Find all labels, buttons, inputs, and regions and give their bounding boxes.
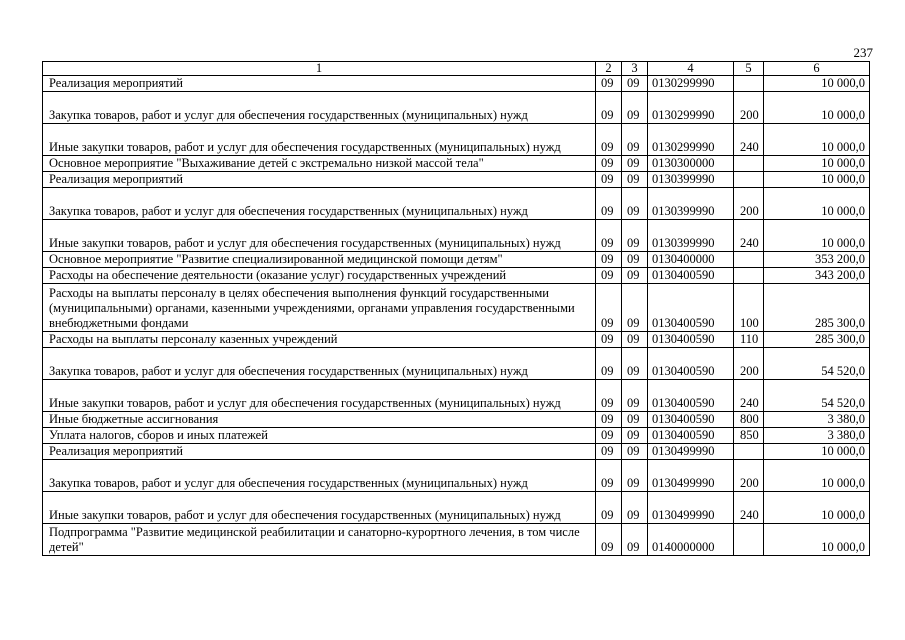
table-row: [43, 252, 870, 268]
header-cell-prz: 3: [622, 62, 648, 76]
table-row: [43, 124, 870, 156]
cell-section: 09: [596, 524, 622, 556]
table-row: [43, 460, 870, 492]
cell-item-name: Подпрограмма "Развитие медицинской реабилитации и санаторно-курортного лечения, в том числе детей": [43, 524, 596, 556]
table-row: [43, 412, 870, 428]
table-row: [43, 76, 870, 92]
cell-section: 09: [596, 268, 622, 284]
cell-item-name: Иные бюджетные ассигнования: [43, 412, 596, 428]
cell-item-name: Расходы на выплаты персоналу в целях обеспечения выполнения функций государственными (муниципальными) органами, казенными учреждениями, органами управления государственными внебюджетными фондами: [43, 284, 596, 332]
cell-section: 09: [596, 76, 622, 92]
cell-amount: 10 000,0: [764, 444, 870, 460]
cell-target-code: 0130499990: [648, 444, 734, 460]
cell-target-code: 0130299990: [648, 124, 734, 156]
table-row: [43, 380, 870, 412]
cell-expense-type: 200: [734, 92, 764, 124]
cell-expense-type: 850: [734, 428, 764, 444]
cell-target-code: 0130400590: [648, 268, 734, 284]
cell-expense-type: 240: [734, 380, 764, 412]
cell-section: 09: [596, 156, 622, 172]
header-cell-vr: 5: [734, 62, 764, 76]
cell-target-code: 0130299990: [648, 76, 734, 92]
cell-subsection: 09: [622, 524, 648, 556]
cell-section: 09: [596, 92, 622, 124]
cell-target-code: 0140000000: [648, 524, 734, 556]
cell-subsection: 09: [622, 188, 648, 220]
cell-amount: 10 000,0: [764, 460, 870, 492]
cell-subsection: 09: [622, 348, 648, 380]
cell-amount: 10 000,0: [764, 76, 870, 92]
table-row: [43, 524, 870, 556]
cell-amount: 10 000,0: [764, 492, 870, 524]
cell-section: 09: [596, 124, 622, 156]
table-row: [43, 284, 870, 332]
cell-target-code: 0130499990: [648, 492, 734, 524]
cell-amount: 3 380,0: [764, 412, 870, 428]
cell-subsection: 09: [622, 172, 648, 188]
cell-target-code: 0130499990: [648, 460, 734, 492]
cell-target-code: 0130400000: [648, 252, 734, 268]
table-row: [43, 268, 870, 284]
cell-section: 09: [596, 188, 622, 220]
cell-amount: 10 000,0: [764, 124, 870, 156]
cell-item-name: Расходы на обеспечение деятельности (оказание услуг) государственных учреждений: [43, 268, 596, 284]
header-cell-rz: 2: [596, 62, 622, 76]
table-row: [43, 172, 870, 188]
table-row: [43, 492, 870, 524]
cell-section: 09: [596, 332, 622, 348]
cell-target-code: 0130400590: [648, 380, 734, 412]
cell-item-name: Реализация мероприятий: [43, 172, 596, 188]
table-row: [43, 220, 870, 252]
cell-amount: 343 200,0: [764, 268, 870, 284]
cell-item-name: Реализация мероприятий: [43, 444, 596, 460]
table-row: [43, 92, 870, 124]
cell-item-name: Иные закупки товаров, работ и услуг для обеспечения государственных (муниципальных) нужд: [43, 492, 596, 524]
cell-amount: 285 300,0: [764, 284, 870, 332]
cell-section: 09: [596, 428, 622, 444]
cell-item-name: Иные закупки товаров, работ и услуг для обеспечения государственных (муниципальных) нужд: [43, 124, 596, 156]
header-cell-name: 1: [43, 62, 596, 76]
cell-target-code: 0130400590: [648, 412, 734, 428]
cell-amount: 10 000,0: [764, 524, 870, 556]
cell-item-name: Основное мероприятие "Выхаживание детей с экстремально низкой массой тела": [43, 156, 596, 172]
cell-amount: 54 520,0: [764, 380, 870, 412]
cell-expense-type: 100: [734, 284, 764, 332]
header-cell-csr: 4: [648, 62, 734, 76]
cell-target-code: 0130400590: [648, 332, 734, 348]
cell-item-name: Закупка товаров, работ и услуг для обеспечения государственных (муниципальных) нужд: [43, 92, 596, 124]
budget-table-body: [43, 62, 870, 556]
cell-expense-type: 240: [734, 492, 764, 524]
cell-target-code: 0130399990: [648, 188, 734, 220]
table-row: [43, 348, 870, 380]
cell-item-name: Закупка товаров, работ и услуг для обеспечения государственных (муниципальных) нужд: [43, 188, 596, 220]
cell-amount: 54 520,0: [764, 348, 870, 380]
cell-item-name: Основное мероприятие "Развитие специализированной медицинской помощи детям": [43, 252, 596, 268]
cell-section: 09: [596, 492, 622, 524]
cell-subsection: 09: [622, 460, 648, 492]
header-cell-amount: 6: [764, 62, 870, 76]
cell-section: 09: [596, 348, 622, 380]
cell-subsection: 09: [622, 220, 648, 252]
cell-amount: 10 000,0: [764, 92, 870, 124]
cell-target-code: 0130400590: [648, 348, 734, 380]
cell-expense-type: 240: [734, 220, 764, 252]
cell-item-name: Закупка товаров, работ и услуг для обеспечения государственных (муниципальных) нужд: [43, 348, 596, 380]
cell-subsection: 09: [622, 156, 648, 172]
cell-subsection: 09: [622, 76, 648, 92]
header-row: [43, 62, 870, 76]
page-number: 237: [853, 45, 873, 60]
cell-section: 09: [596, 460, 622, 492]
cell-amount: 10 000,0: [764, 172, 870, 188]
cell-amount: 10 000,0: [764, 188, 870, 220]
cell-item-name: Иные закупки товаров, работ и услуг для обеспечения государственных (муниципальных) нужд: [43, 380, 596, 412]
cell-item-name: Реализация мероприятий: [43, 76, 596, 92]
cell-item-name: Уплата налогов, сборов и иных платежей: [43, 428, 596, 444]
cell-target-code: 0130399990: [648, 220, 734, 252]
cell-expense-type: [734, 156, 764, 172]
cell-subsection: 09: [622, 380, 648, 412]
cell-section: 09: [596, 220, 622, 252]
table-row: [43, 188, 870, 220]
cell-amount: 3 380,0: [764, 428, 870, 444]
cell-amount: 285 300,0: [764, 332, 870, 348]
cell-subsection: 09: [622, 268, 648, 284]
cell-target-code: 0130400590: [648, 428, 734, 444]
cell-subsection: 09: [622, 492, 648, 524]
cell-target-code: 0130399990: [648, 172, 734, 188]
cell-expense-type: 240: [734, 124, 764, 156]
cell-section: 09: [596, 444, 622, 460]
cell-subsection: 09: [622, 412, 648, 428]
cell-expense-type: [734, 252, 764, 268]
cell-expense-type: 800: [734, 412, 764, 428]
cell-section: 09: [596, 252, 622, 268]
cell-expense-type: [734, 524, 764, 556]
cell-expense-type: [734, 172, 764, 188]
cell-item-name: Расходы на выплаты персоналу казенных учреждений: [43, 332, 596, 348]
cell-expense-type: 200: [734, 348, 764, 380]
cell-expense-type: 200: [734, 460, 764, 492]
budget-table: [42, 61, 870, 556]
cell-amount: 10 000,0: [764, 220, 870, 252]
table-row: [43, 332, 870, 348]
cell-subsection: 09: [622, 92, 648, 124]
cell-section: 09: [596, 284, 622, 332]
cell-target-code: 0130299990: [648, 92, 734, 124]
cell-target-code: 0130300000: [648, 156, 734, 172]
cell-subsection: 09: [622, 252, 648, 268]
cell-item-name: Закупка товаров, работ и услуг для обеспечения государственных (муниципальных) нужд: [43, 460, 596, 492]
table-row: [43, 444, 870, 460]
cell-section: 09: [596, 412, 622, 428]
table-row: [43, 156, 870, 172]
cell-target-code: 0130400590: [648, 284, 734, 332]
cell-item-name: Иные закупки товаров, работ и услуг для обеспечения государственных (муниципальных) нужд: [43, 220, 596, 252]
cell-expense-type: [734, 76, 764, 92]
cell-subsection: 09: [622, 284, 648, 332]
cell-expense-type: [734, 444, 764, 460]
table-row: [43, 428, 870, 444]
cell-expense-type: [734, 268, 764, 284]
cell-subsection: 09: [622, 428, 648, 444]
cell-expense-type: 110: [734, 332, 764, 348]
cell-section: 09: [596, 172, 622, 188]
cell-amount: 10 000,0: [764, 156, 870, 172]
cell-amount: 353 200,0: [764, 252, 870, 268]
cell-subsection: 09: [622, 444, 648, 460]
cell-section: 09: [596, 380, 622, 412]
cell-subsection: 09: [622, 124, 648, 156]
cell-expense-type: 200: [734, 188, 764, 220]
cell-subsection: 09: [622, 332, 648, 348]
